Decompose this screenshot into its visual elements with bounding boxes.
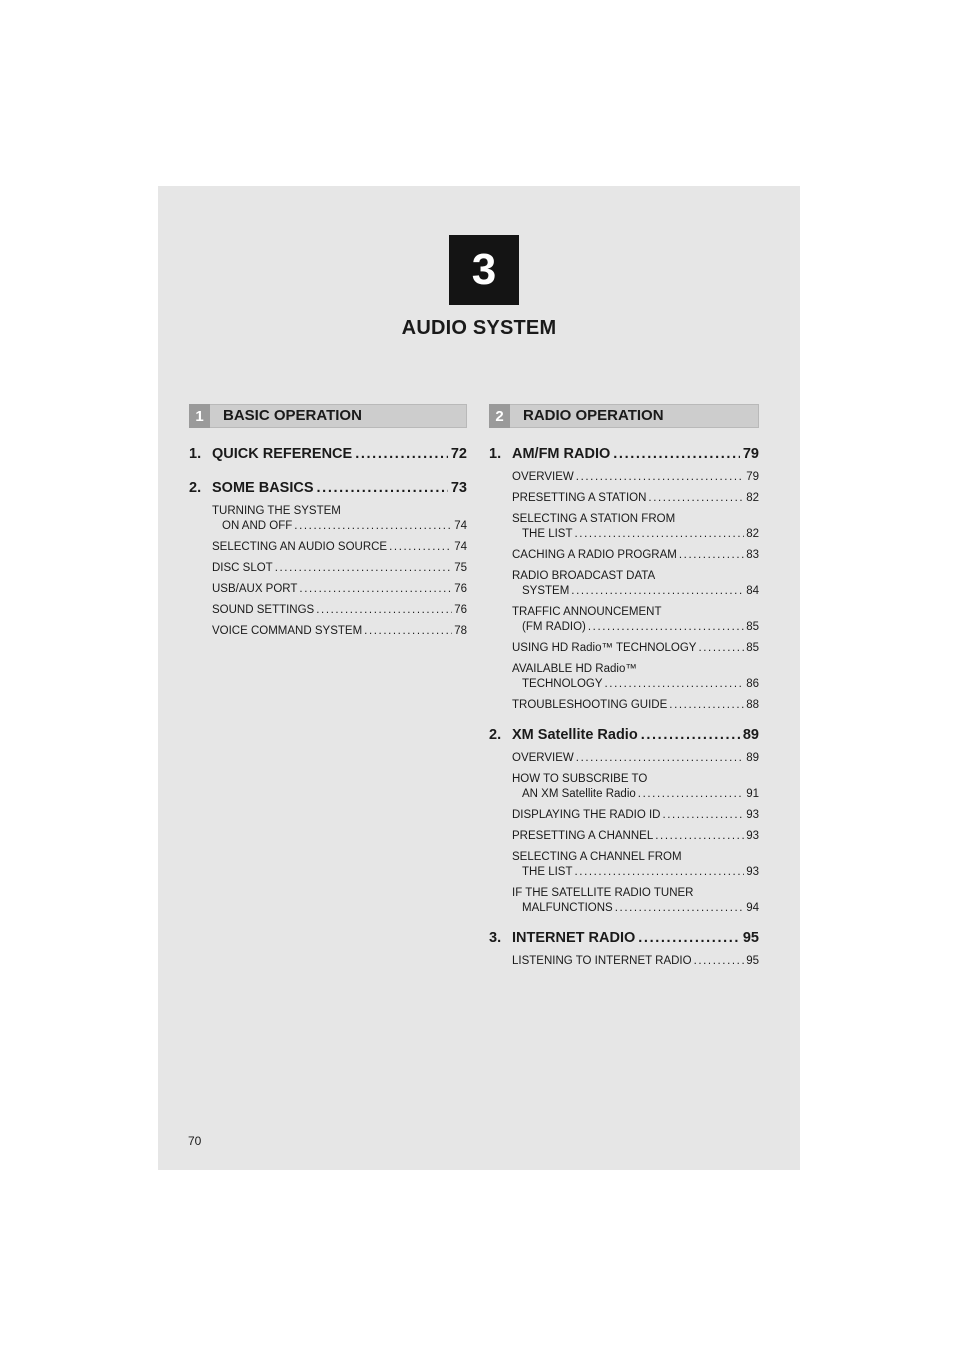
subtopic-line (512, 527, 759, 542)
toc-subtopic[interactable] (212, 504, 467, 534)
subtopic-line (512, 901, 759, 916)
subtopic-line (212, 519, 467, 534)
leader-dots (574, 865, 744, 880)
topic-title: INTERNET RADIO (512, 930, 636, 946)
subtopic-title: AN XM Satellite Radio (522, 788, 636, 800)
subtopic-title: PRESETTING A CHANNEL (512, 830, 654, 842)
topic-title: SOME BASICS (212, 480, 314, 496)
subtopic-title: (FM RADIO) (522, 621, 586, 633)
leader-dots (641, 727, 740, 743)
toc-subtopic[interactable] (512, 569, 759, 599)
leader-dots (574, 527, 744, 542)
section-title: RADIO OPERATION (523, 407, 664, 424)
topic-page: 73 (450, 480, 467, 496)
subtopic-title-line1: AVAILABLE HD Radio™ (512, 663, 637, 675)
leader-dots (615, 901, 744, 916)
subtopic-title: USING HD Radio™ TECHNOLOGY (512, 642, 697, 654)
subtopic-line (512, 584, 759, 599)
leader-dots (364, 624, 452, 639)
subtopic-page: 93 (746, 866, 759, 878)
topic-title: XM Satellite Radio (512, 727, 638, 743)
subtopic-line (512, 787, 759, 802)
toc-subtopic[interactable] (512, 512, 759, 542)
subtopic-page: 88 (746, 699, 759, 711)
subtopic-title: VOICE COMMAND SYSTEM (212, 625, 363, 637)
leader-dots (694, 954, 745, 969)
leader-dots (613, 446, 740, 462)
toc-subtopic[interactable] (512, 829, 759, 844)
topic-title: AM/FM RADIO (512, 446, 611, 462)
subtopic-line (212, 603, 467, 618)
subtopic-line (512, 548, 759, 563)
toc-subtopic[interactable] (212, 540, 467, 555)
toc-subtopic[interactable] (212, 582, 467, 597)
subtopic-title: DISPLAYING THE RADIO ID (512, 809, 661, 821)
subtopic-title: THE LIST (522, 528, 573, 540)
toc-subtopic[interactable] (212, 561, 467, 576)
subtopic-line (212, 624, 467, 639)
subtopic-page: 93 (746, 809, 759, 821)
leader-dots (648, 491, 744, 506)
topic-number: 3. (489, 930, 502, 946)
subtopic-line (212, 540, 467, 555)
toc-subtopic[interactable] (512, 886, 759, 916)
section-number: 1 (189, 404, 210, 428)
subtopic-page: 75 (454, 562, 467, 574)
leader-dots (655, 829, 744, 844)
section-number: 2 (489, 404, 510, 428)
toc-subtopic[interactable] (512, 954, 759, 969)
toc-subtopic[interactable] (512, 470, 759, 485)
toc-subtopic[interactable] (512, 850, 759, 880)
subtopic-title: PRESETTING A STATION (512, 492, 647, 504)
topic-number: 1. (189, 446, 202, 462)
subtopic-page: 76 (454, 604, 467, 616)
subtopic-page: 91 (746, 788, 759, 800)
toc-subtopic[interactable] (212, 624, 467, 639)
subtopic-title-line1: SELECTING A STATION FROM (512, 513, 676, 525)
toc-subtopic[interactable] (512, 491, 759, 506)
subtopic-title: LISTENING TO INTERNET RADIO (512, 955, 692, 967)
subtopic-page: 79 (746, 471, 759, 483)
subtopic-title-line1: SELECTING A CHANNEL FROM (512, 851, 682, 863)
subtopic-page: 85 (746, 642, 759, 654)
subtopic-title: SELECTING AN AUDIO SOURCE (212, 541, 388, 553)
topic-number: 2. (489, 727, 502, 743)
leader-dots (317, 480, 448, 496)
subtopic-line (512, 808, 759, 823)
toc-subtopic[interactable] (512, 548, 759, 563)
subtopic-page: 82 (746, 528, 759, 540)
topic-page: 89 (742, 727, 759, 743)
section-header-basic-operation (189, 404, 467, 428)
subtopic-page: 74 (454, 541, 467, 553)
leader-dots (698, 641, 744, 656)
subtopic-line (512, 620, 759, 635)
section-title: BASIC OPERATION (223, 407, 362, 424)
leader-dots (275, 561, 452, 576)
toc-subtopic[interactable] (512, 698, 759, 713)
subtopic-page: 74 (454, 520, 467, 532)
subtopic-line (512, 470, 759, 485)
toc-topic[interactable] (489, 727, 759, 743)
subtopic-title: SOUND SETTINGS (212, 604, 315, 616)
leader-dots (638, 787, 744, 802)
toc-topic[interactable] (489, 930, 759, 946)
subtopic-line (512, 829, 759, 844)
subtopic-title-line1: TRAFFIC ANNOUNCEMENT (512, 606, 662, 618)
leader-dots (662, 808, 744, 823)
subtopic-title: CACHING A RADIO PROGRAM (512, 549, 677, 561)
leader-dots (638, 930, 740, 946)
leader-dots (299, 582, 452, 597)
leader-dots (355, 446, 448, 462)
subtopic-line (212, 561, 467, 576)
toc-topic[interactable] (189, 480, 467, 496)
chapter-title: AUDIO SYSTEM (401, 317, 557, 339)
leader-dots (294, 519, 452, 534)
subtopic-page: 82 (746, 492, 759, 504)
subtopic-title-line1: TURNING THE SYSTEM (212, 505, 341, 517)
toc-subtopic[interactable] (512, 662, 759, 692)
toc-subtopic[interactable] (512, 641, 759, 656)
subtopic-line (512, 677, 759, 692)
leader-dots (316, 603, 452, 618)
toc-subtopic[interactable] (512, 808, 759, 823)
leader-dots (588, 620, 744, 635)
topic-title: QUICK REFERENCE (212, 446, 353, 462)
subtopic-page: 86 (746, 678, 759, 690)
subtopic-line (512, 698, 759, 713)
topic-number: 1. (489, 446, 502, 462)
leader-dots (389, 540, 452, 555)
toc-subtopic-list (212, 504, 467, 639)
leader-dots (576, 751, 744, 766)
subtopic-title: OVERVIEW (512, 471, 574, 483)
topic-page: 72 (450, 446, 467, 462)
toc-subtopic-list (512, 954, 759, 969)
subtopic-title: MALFUNCTIONS (522, 902, 613, 914)
topic-page: 95 (742, 930, 759, 946)
subtopic-page: 76 (454, 583, 467, 595)
subtopic-line (512, 954, 759, 969)
subtopic-line (512, 491, 759, 506)
subtopic-title: TROUBLESHOOTING GUIDE (512, 699, 668, 711)
subtopic-page: 83 (746, 549, 759, 561)
toc-subtopic[interactable] (212, 603, 467, 618)
subtopic-line (512, 865, 759, 880)
toc-subtopic-list (512, 470, 759, 713)
subtopic-page: 85 (746, 621, 759, 633)
leader-dots (669, 698, 744, 713)
topic-number: 2. (189, 480, 202, 496)
toc-topic[interactable] (489, 446, 759, 462)
toc-subtopic[interactable] (512, 751, 759, 766)
subtopic-page: 78 (454, 625, 467, 637)
subtopic-title: OVERVIEW (512, 752, 574, 764)
subtopic-title: DISC SLOT (212, 562, 273, 574)
page-number: 70 (188, 1134, 202, 1148)
subtopic-title-line1: IF THE SATELLITE RADIO TUNER (512, 887, 694, 899)
toc-subtopic-list (512, 751, 759, 916)
toc-column-right (489, 446, 759, 983)
subtopic-title: ON AND OFF (222, 520, 293, 532)
toc-topic[interactable] (189, 446, 467, 462)
topic-page: 79 (742, 446, 759, 462)
section-header-radio-operation (489, 404, 759, 428)
subtopic-page: 95 (746, 955, 759, 967)
subtopic-title-line1: HOW TO SUBSCRIBE TO (512, 773, 648, 785)
leader-dots (679, 548, 744, 563)
subtopic-title: TECHNOLOGY (522, 678, 603, 690)
subtopic-title: SYSTEM (522, 585, 570, 597)
leader-dots (576, 470, 744, 485)
toc-column-left (189, 446, 467, 653)
subtopic-line (512, 751, 759, 766)
subtopic-line (212, 582, 467, 597)
subtopic-title: USB/AUX PORT (212, 583, 298, 595)
subtopic-page: 93 (746, 830, 759, 842)
leader-dots (605, 677, 745, 692)
subtopic-title-line1: RADIO BROADCAST DATA (512, 570, 656, 582)
subtopic-page: 94 (746, 902, 759, 914)
chapter-number-badge: 3 (449, 235, 519, 305)
leader-dots (571, 584, 744, 599)
subtopic-page: 89 (746, 752, 759, 764)
toc-subtopic[interactable] (512, 605, 759, 635)
subtopic-line (512, 641, 759, 656)
subtopic-page: 84 (746, 585, 759, 597)
subtopic-title: THE LIST (522, 866, 573, 878)
toc-subtopic[interactable] (512, 772, 759, 802)
